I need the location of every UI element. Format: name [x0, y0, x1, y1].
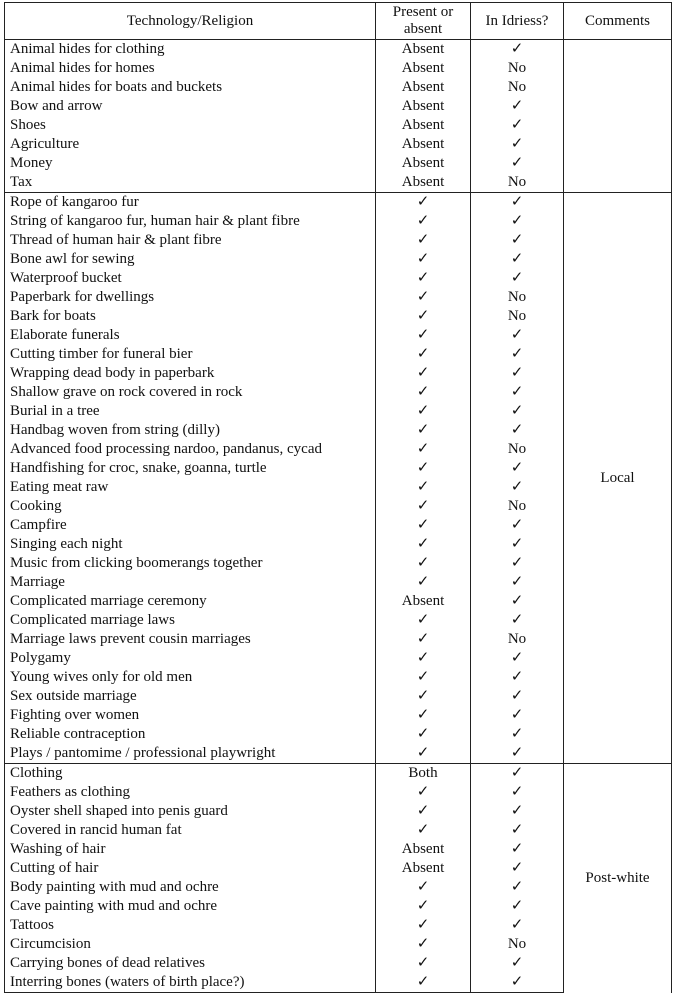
- idriess-value: ✓: [471, 212, 564, 231]
- table-body: [5, 40, 672, 993]
- idriess-value: ✓: [471, 516, 564, 535]
- present-value: ✓: [376, 383, 471, 402]
- idriess-value: ✓: [471, 954, 564, 973]
- item-name: Cutting timber for funeral bier: [5, 345, 376, 364]
- item-name: Wrapping dead body in paperbark: [5, 364, 376, 383]
- item-name: Bone awl for sewing: [5, 250, 376, 269]
- item-name: Animal hides for boats and buckets: [5, 78, 376, 97]
- item-name: Burial in a tree: [5, 402, 376, 421]
- item-name: Elaborate funerals: [5, 326, 376, 345]
- present-value: ✓: [376, 935, 471, 954]
- present-value: Both: [376, 764, 471, 784]
- item-name: Complicated marriage ceremony: [5, 592, 376, 611]
- idriess-value: No: [471, 59, 564, 78]
- present-value: Absent: [376, 135, 471, 154]
- idriess-value: ✓: [471, 783, 564, 802]
- item-name: Plays / pantomime / professional playwright: [5, 744, 376, 764]
- item-name: Tattoos: [5, 916, 376, 935]
- idriess-value: ✓: [471, 40, 564, 60]
- comment-cell: Post-white: [564, 764, 672, 993]
- present-value: ✓: [376, 668, 471, 687]
- idriess-value: ✓: [471, 421, 564, 440]
- idriess-value: ✓: [471, 706, 564, 725]
- item-name: Interring bones (waters of birth place?): [5, 973, 376, 993]
- item-name: Music from clicking boomerangs together: [5, 554, 376, 573]
- present-value: Absent: [376, 592, 471, 611]
- idriess-value: ✓: [471, 250, 564, 269]
- present-value: ✓: [376, 516, 471, 535]
- present-value: ✓: [376, 364, 471, 383]
- table-row: [5, 764, 672, 784]
- item-name: Singing each night: [5, 535, 376, 554]
- item-name: Body painting with mud and ochre: [5, 878, 376, 897]
- present-value: ✓: [376, 288, 471, 307]
- idriess-value: ✓: [471, 764, 564, 784]
- present-value: ✓: [376, 421, 471, 440]
- idriess-value: ✓: [471, 973, 564, 993]
- present-value: ✓: [376, 878, 471, 897]
- present-value: Absent: [376, 154, 471, 173]
- idriess-value: ✓: [471, 878, 564, 897]
- present-value: ✓: [376, 916, 471, 935]
- present-value: Absent: [376, 78, 471, 97]
- idriess-value: ✓: [471, 859, 564, 878]
- idriess-value: ✓: [471, 802, 564, 821]
- item-name: Washing of hair: [5, 840, 376, 859]
- item-name: Bow and arrow: [5, 97, 376, 116]
- present-value: ✓: [376, 478, 471, 497]
- item-name: Handbag woven from string (dilly): [5, 421, 376, 440]
- idriess-value: No: [471, 307, 564, 326]
- present-value: Absent: [376, 859, 471, 878]
- item-name: Rope of kangaroo fur: [5, 193, 376, 213]
- header-technology: Technology/Religion: [5, 3, 376, 40]
- item-name: Agriculture: [5, 135, 376, 154]
- item-name: Thread of human hair & plant fibre: [5, 231, 376, 250]
- present-value: ✓: [376, 630, 471, 649]
- present-value: ✓: [376, 402, 471, 421]
- item-name: String of kangaroo fur, human hair & plant fibre: [5, 212, 376, 231]
- present-value: ✓: [376, 802, 471, 821]
- present-value: Absent: [376, 840, 471, 859]
- item-name: Fighting over women: [5, 706, 376, 725]
- item-name: Bark for boats: [5, 307, 376, 326]
- item-name: Shoes: [5, 116, 376, 135]
- idriess-value: ✓: [471, 687, 564, 706]
- idriess-value: ✓: [471, 326, 564, 345]
- idriess-value: ✓: [471, 478, 564, 497]
- present-value: Absent: [376, 59, 471, 78]
- idriess-value: ✓: [471, 744, 564, 764]
- present-value: ✓: [376, 611, 471, 630]
- idriess-value: No: [471, 78, 564, 97]
- item-name: Young wives only for old men: [5, 668, 376, 687]
- idriess-value: ✓: [471, 135, 564, 154]
- item-name: Reliable contraception: [5, 725, 376, 744]
- item-name: Sex outside marriage: [5, 687, 376, 706]
- present-value: ✓: [376, 897, 471, 916]
- idriess-value: ✓: [471, 649, 564, 668]
- present-value: ✓: [376, 440, 471, 459]
- item-name: Waterproof bucket: [5, 269, 376, 288]
- present-value: ✓: [376, 706, 471, 725]
- present-value: ✓: [376, 973, 471, 993]
- item-name: Animal hides for clothing: [5, 40, 376, 60]
- idriess-value: ✓: [471, 668, 564, 687]
- item-name: Cutting of hair: [5, 859, 376, 878]
- idriess-value: ✓: [471, 154, 564, 173]
- idriess-value: ✓: [471, 231, 564, 250]
- idriess-value: ✓: [471, 725, 564, 744]
- present-value: ✓: [376, 459, 471, 478]
- item-name: Carrying bones of dead relatives: [5, 954, 376, 973]
- idriess-value: ✓: [471, 592, 564, 611]
- item-name: Circumcision: [5, 935, 376, 954]
- item-name: Animal hides for homes: [5, 59, 376, 78]
- idriess-value: ✓: [471, 402, 564, 421]
- present-value: Absent: [376, 116, 471, 135]
- item-name: Marriage laws prevent cousin marriages: [5, 630, 376, 649]
- item-name: Polygamy: [5, 649, 376, 668]
- idriess-value: ✓: [471, 573, 564, 592]
- idriess-value: ✓: [471, 116, 564, 135]
- present-value: ✓: [376, 326, 471, 345]
- idriess-value: ✓: [471, 97, 564, 116]
- present-value: ✓: [376, 725, 471, 744]
- item-name: Cave painting with mud and ochre: [5, 897, 376, 916]
- item-name: Campfire: [5, 516, 376, 535]
- header-present-or-absent: Present or absent: [376, 3, 471, 40]
- present-value: ✓: [376, 954, 471, 973]
- idriess-value: No: [471, 288, 564, 307]
- item-name: Handfishing for croc, snake, goanna, turtle: [5, 459, 376, 478]
- item-name: Tax: [5, 173, 376, 193]
- idriess-value: No: [471, 630, 564, 649]
- item-name: Shallow grave on rock covered in rock: [5, 383, 376, 402]
- present-value: ✓: [376, 250, 471, 269]
- item-name: Marriage: [5, 573, 376, 592]
- idriess-value: ✓: [471, 345, 564, 364]
- idriess-value: ✓: [471, 916, 564, 935]
- item-name: Covered in rancid human fat: [5, 821, 376, 840]
- present-value: Absent: [376, 40, 471, 60]
- present-value: Absent: [376, 97, 471, 116]
- item-name: Money: [5, 154, 376, 173]
- present-value: ✓: [376, 821, 471, 840]
- idriess-value: ✓: [471, 383, 564, 402]
- item-name: Advanced food processing nardoo, pandanus, cycad: [5, 440, 376, 459]
- present-value: Absent: [376, 173, 471, 193]
- present-value: ✓: [376, 307, 471, 326]
- idriess-value: No: [471, 440, 564, 459]
- idriess-value: No: [471, 497, 564, 516]
- idriess-value: ✓: [471, 535, 564, 554]
- item-name: Clothing: [5, 764, 376, 784]
- present-value: ✓: [376, 535, 471, 554]
- present-value: ✓: [376, 687, 471, 706]
- idriess-value: ✓: [471, 897, 564, 916]
- comment-cell: [564, 40, 672, 193]
- technology-religion-table: [4, 2, 672, 993]
- item-name: Paperbark for dwellings: [5, 288, 376, 307]
- item-name: Oyster shell shaped into penis guard: [5, 802, 376, 821]
- idriess-value: ✓: [471, 364, 564, 383]
- item-name: Cooking: [5, 497, 376, 516]
- table-row: [5, 40, 672, 60]
- idriess-value: ✓: [471, 459, 564, 478]
- idriess-value: ✓: [471, 821, 564, 840]
- header-in-idriess: In Idriess?: [471, 3, 564, 40]
- idriess-value: ✓: [471, 611, 564, 630]
- item-name: Eating meat raw: [5, 478, 376, 497]
- present-value: ✓: [376, 231, 471, 250]
- header-row: [5, 3, 672, 40]
- item-name: Feathers as clothing: [5, 783, 376, 802]
- present-value: ✓: [376, 649, 471, 668]
- present-value: ✓: [376, 554, 471, 573]
- table-row: [5, 193, 672, 213]
- present-value: ✓: [376, 573, 471, 592]
- idriess-value: No: [471, 173, 564, 193]
- item-name: Complicated marriage laws: [5, 611, 376, 630]
- present-value: ✓: [376, 269, 471, 288]
- present-value: ✓: [376, 345, 471, 364]
- header-comments: Comments: [564, 3, 672, 40]
- idriess-value: No: [471, 935, 564, 954]
- present-value: ✓: [376, 744, 471, 764]
- idriess-value: ✓: [471, 269, 564, 288]
- present-value: ✓: [376, 497, 471, 516]
- present-value: ✓: [376, 193, 471, 213]
- comment-cell: Local: [564, 193, 672, 764]
- present-value: ✓: [376, 783, 471, 802]
- present-value: ✓: [376, 212, 471, 231]
- idriess-value: ✓: [471, 554, 564, 573]
- idriess-value: ✓: [471, 193, 564, 213]
- idriess-value: ✓: [471, 840, 564, 859]
